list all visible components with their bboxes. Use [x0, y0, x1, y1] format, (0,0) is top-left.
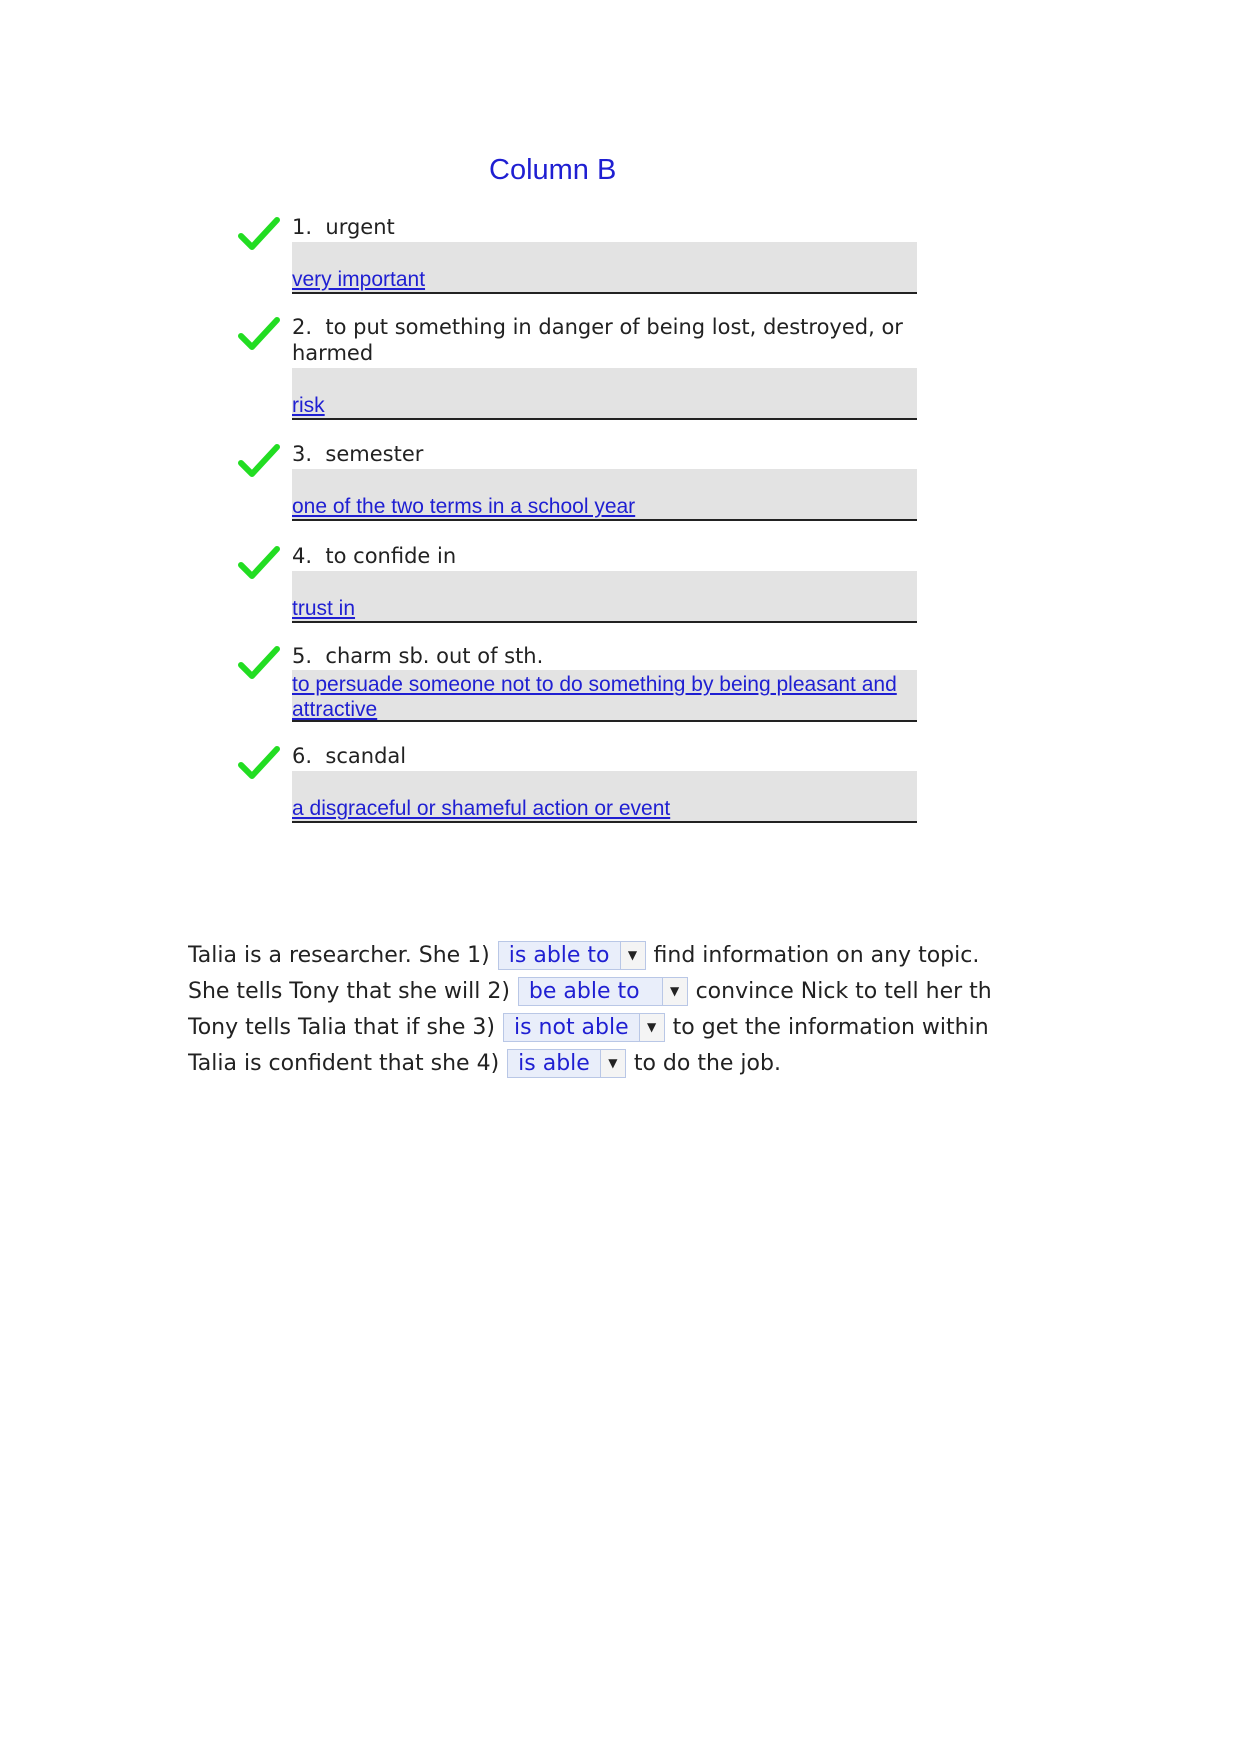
passage-text: convince Nick to tell her th [695, 978, 992, 1004]
answer-text: one of the two terms in a school year [292, 495, 636, 518]
question-number: 2. [292, 315, 313, 339]
dropdown-value: is able to [508, 942, 610, 968]
passage-text: Talia is confident that she 4) [188, 1050, 500, 1076]
question-number: 5. [292, 644, 313, 668]
question-text [292, 314, 917, 366]
check-icon [237, 314, 281, 354]
answer-text: risk [292, 394, 325, 417]
passage-text: She tells Tony that she will 2) [188, 978, 510, 1004]
check-icon [237, 743, 281, 783]
answer-field[interactable] [292, 469, 917, 521]
answer-dropdown[interactable] [507, 1049, 626, 1078]
question-number: 1. [292, 215, 313, 239]
fill-in-passage [188, 940, 998, 1090]
answer-field[interactable] [292, 571, 917, 623]
list-item [230, 543, 920, 623]
answer-field[interactable] [292, 771, 917, 823]
check-icon [237, 441, 281, 481]
question-text [292, 643, 917, 669]
question-term: semester [325, 442, 424, 466]
answer-text: to persuade someone not to do something by being pleasant and attractive [292, 673, 897, 721]
question-text [292, 743, 917, 769]
check-icon [237, 643, 281, 683]
question-text [292, 441, 917, 467]
answer-dropdown[interactable] [498, 941, 646, 970]
passage-line [188, 976, 992, 1006]
answer-text: a disgraceful or shameful action or event [292, 797, 671, 820]
chevron-down-icon[interactable]: ▼ [639, 1014, 664, 1041]
answer-dropdown[interactable] [503, 1013, 665, 1042]
question-term: scandal [325, 744, 407, 768]
passage-line [188, 1048, 781, 1078]
passage-text: to do the job. [633, 1050, 781, 1076]
list-item [230, 214, 920, 294]
dropdown-value: be able to [528, 978, 640, 1004]
passage-text: to get the information within [672, 1014, 989, 1040]
question-number: 6. [292, 744, 313, 768]
dropdown-value: is able [518, 1050, 590, 1076]
chevron-down-icon[interactable]: ▼ [662, 978, 687, 1005]
question-term: charm sb. out of sth. [325, 644, 544, 668]
list-item [230, 314, 920, 424]
answer-field[interactable] [292, 670, 917, 722]
question-text [292, 543, 917, 569]
check-icon [237, 214, 281, 254]
question-number: 3. [292, 442, 313, 466]
answer-field[interactable] [292, 368, 917, 420]
chevron-down-icon[interactable]: ▼ [620, 942, 645, 969]
question-term: urgent [325, 215, 395, 239]
answer-field[interactable] [292, 242, 917, 294]
list-item [230, 743, 920, 823]
answer-dropdown[interactable] [518, 977, 688, 1006]
passage-text: find information on any topic. [653, 942, 980, 968]
passage-line [188, 940, 979, 970]
check-icon [237, 543, 281, 583]
list-item [230, 441, 920, 521]
passage-text: Tony tells Talia that if she 3) [188, 1014, 495, 1040]
column-title: Column B [489, 154, 617, 186]
dropdown-value: is not able [513, 1014, 629, 1040]
chevron-down-icon[interactable]: ▼ [600, 1050, 625, 1077]
question-term: to confide in [325, 544, 457, 568]
question-number: 4. [292, 544, 313, 568]
answer-text: trust in [292, 597, 356, 620]
list-item [230, 643, 920, 723]
passage-text: Talia is a researcher. She 1) [188, 942, 490, 968]
question-term: to put something in danger of being lost, destroyed, or harmed [292, 315, 903, 365]
answer-text: very important [292, 268, 426, 291]
passage-line [188, 1012, 989, 1042]
question-text [292, 214, 917, 240]
